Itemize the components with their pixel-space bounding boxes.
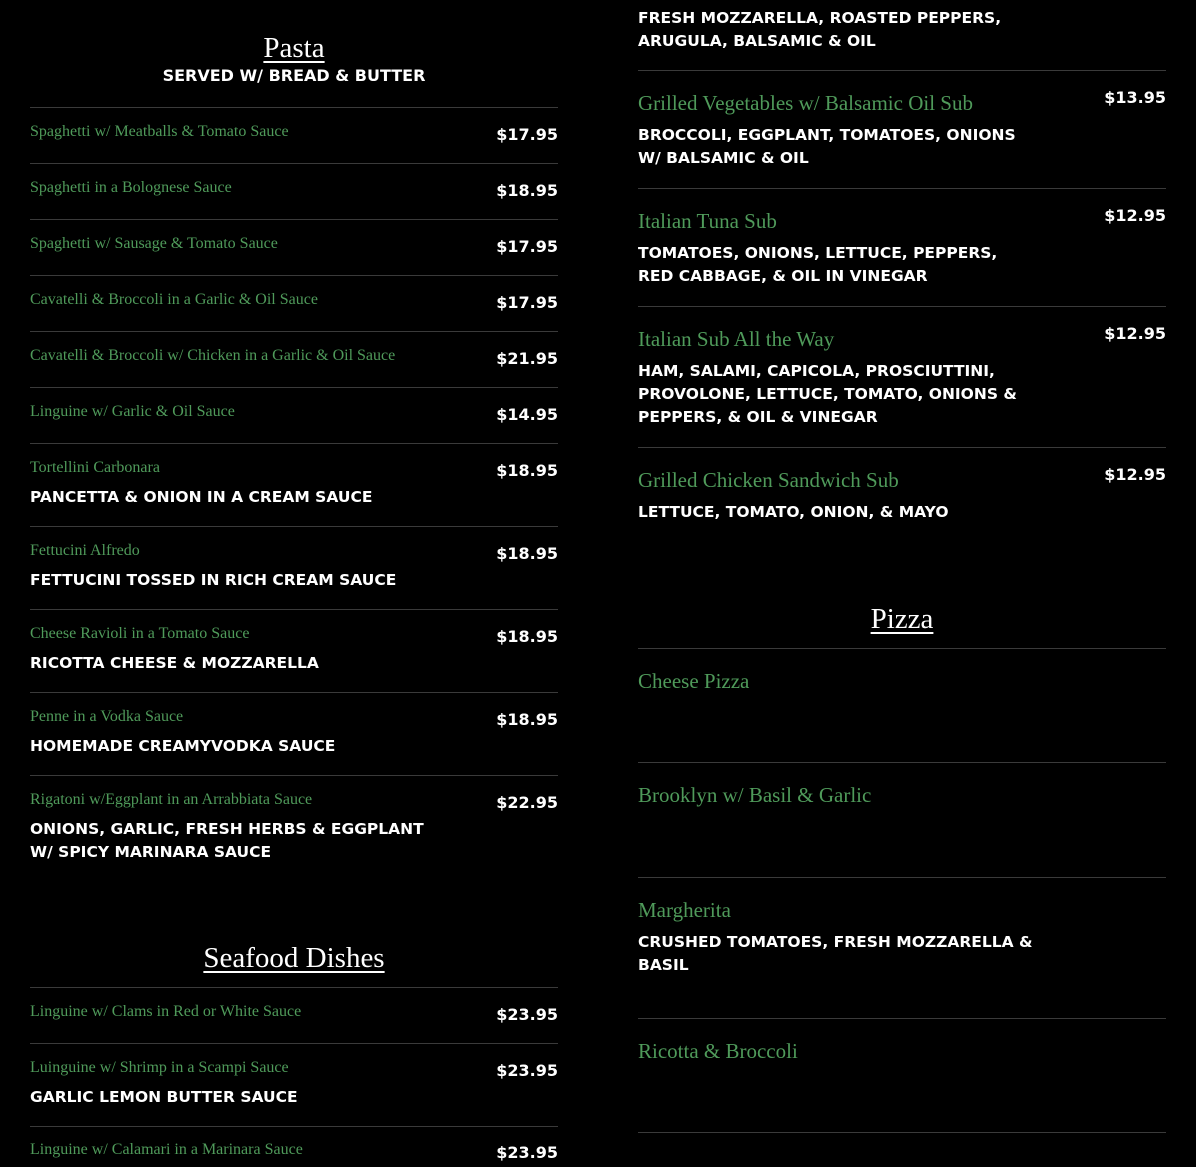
menu-item[interactable]	[30, 444, 558, 527]
pasta-subtitle: SERVED W/ BREAD & BUTTER	[162, 66, 426, 85]
menu-item-price: $23.95	[496, 1143, 558, 1162]
menu-item-name: Margherita	[638, 898, 731, 922]
menu-item-description: HAM, SALAMI, CAPICOLA, PROSCIUTTINI, PROVOLONE, LETTUCE, TOMATO, ONIONS & PEPPERS, & OIL & VINEGAR	[638, 362, 1017, 426]
menu-item[interactable]	[638, 71, 1166, 189]
menu-item-name: Cavatelli & Broccoli w/ Chicken in a Garlic & Oil Sauce	[30, 347, 396, 364]
menu-item-description: TOMATOES, ONIONS, LETTUCE, PEPPERS, RED CABBAGE, & OIL IN VINEGAR	[638, 244, 998, 285]
menu-item[interactable]	[638, 448, 1166, 548]
menu-item[interactable]	[30, 164, 558, 220]
menu-item[interactable]	[30, 610, 558, 693]
menu-item-name: Luinguine w/ Shrimp in a Scampi Sauce	[30, 1059, 289, 1076]
menu-item-name: Spaghetti w/ Meatballs & Tomato Sauce	[30, 123, 289, 140]
menu-item-description: RICOTTA CHEESE & MOZZARELLA	[30, 654, 319, 672]
menu-item-description: BROCCOLI, EGGPLANT, TOMATOES, ONIONS W/ BALSAMIC & OIL	[638, 126, 1016, 167]
menu-item-name: Brooklyn w/ Basil & Garlic	[638, 783, 872, 807]
menu-item[interactable]	[30, 776, 558, 876]
menu-item-price: $21.95	[496, 349, 558, 368]
menu-item[interactable]	[638, 878, 1166, 1019]
menu-item-description: HOMEMADE CREAMYVODKA SAUCE	[30, 737, 336, 755]
menu-item-name: Cheese Pizza	[638, 669, 750, 693]
menu-item[interactable]	[638, 0, 1166, 71]
menu-item[interactable]	[638, 763, 1166, 878]
menu-item-price: $14.95	[496, 405, 558, 424]
menu-item[interactable]	[30, 527, 558, 610]
menu-item[interactable]	[638, 307, 1166, 448]
seafood-title: Seafood Dishes	[203, 942, 385, 974]
menu-item-price: $18.95	[496, 461, 558, 480]
menu-item[interactable]	[638, 649, 1166, 763]
menu-item[interactable]	[30, 332, 558, 388]
menu-item-price: $23.95	[496, 1005, 558, 1024]
menu-item[interactable]	[30, 693, 558, 776]
menu-item-price: $18.95	[496, 710, 558, 729]
menu-item-name: Spaghetti in a Bolognese Sauce	[30, 179, 232, 196]
menu-item-name: Ricotta & Broccoli	[638, 1039, 798, 1063]
menu-item-description: FETTUCINI TOSSED IN RICH CREAM SAUCE	[30, 571, 397, 589]
menu-item[interactable]	[30, 1127, 558, 1167]
menu-item-description: CRUSHED TOMATOES, FRESH MOZZARELLA & BASIL	[638, 933, 1033, 974]
menu-item-name: Penne in a Vodka Sauce	[30, 708, 184, 725]
menu-item-price: $23.95	[496, 1061, 558, 1080]
menu-item-name: Linguine w/ Clams in Red or White Sauce	[30, 1003, 302, 1020]
menu-item-name: Linguine w/ Calamari in a Marinara Sauce	[30, 1141, 303, 1158]
menu-item-price: $18.95	[496, 627, 558, 646]
menu-item[interactable]	[638, 1019, 1166, 1133]
menu-item-description: GARLIC LEMON BUTTER SAUCE	[30, 1088, 298, 1106]
menu-item[interactable]	[30, 988, 558, 1044]
menu-item-description: LETTUCE, TOMATO, ONION, & MAYO	[638, 503, 949, 521]
menu-item-price: $17.95	[496, 125, 558, 144]
menu-item[interactable]	[30, 220, 558, 276]
menu-item-name: Linguine w/ Garlic & Oil Sauce	[30, 403, 235, 420]
menu-item-name: Cheese Ravioli in a Tomato Sauce	[30, 625, 250, 642]
menu-item-price: $22.95	[496, 793, 558, 812]
menu-item-name: Italian Sub All the Way	[638, 327, 835, 351]
pasta-title: Pasta	[263, 32, 325, 64]
menu-item[interactable]	[30, 108, 558, 164]
menu-item-price: $17.95	[496, 293, 558, 312]
menu-item[interactable]	[30, 1044, 558, 1127]
menu-item[interactable]	[638, 189, 1166, 307]
menu-item-price: $12.95	[1104, 465, 1166, 484]
menu-item-description: FRESH MOZZARELLA, ROASTED PEPPERS, ARUGULA, BALSAMIC & OIL	[638, 9, 1002, 50]
menu-item-name: Fettucini Alfredo	[30, 542, 140, 559]
menu-item-name: Grilled Chicken Sandwich Sub	[638, 468, 899, 492]
menu-item[interactable]	[30, 388, 558, 444]
menu-item-name: Rigatoni w/Eggplant in an Arrabbiata Sauce	[30, 791, 313, 808]
menu-item-price: $17.95	[496, 237, 558, 256]
menu-item-name: Cavatelli & Broccoli in a Garlic & Oil Sauce	[30, 291, 318, 308]
menu-item-description: ONIONS, GARLIC, FRESH HERBS & EGGPLANT W/ SPICY MARINARA SAUCE	[30, 820, 424, 861]
menu-item-description: PANCETTA & ONION IN A CREAM SAUCE	[30, 488, 373, 506]
menu-item-name: Grilled Vegetables w/ Balsamic Oil Sub	[638, 91, 973, 115]
menu-item-price: $12.95	[1104, 206, 1166, 225]
menu-item-price: $12.95	[1104, 324, 1166, 343]
pizza-title: Pizza	[870, 603, 934, 635]
menu-item-name: Spaghetti w/ Sausage & Tomato Sauce	[30, 235, 278, 252]
menu-item-price: $18.95	[496, 181, 558, 200]
menu-item-price: $13.95	[1104, 88, 1166, 107]
menu-item-name: Italian Tuna Sub	[638, 209, 777, 233]
menu-item[interactable]	[30, 276, 558, 332]
menu-item-price: $18.95	[496, 544, 558, 563]
menu-item-name: Tortellini Carbonara	[30, 459, 160, 476]
